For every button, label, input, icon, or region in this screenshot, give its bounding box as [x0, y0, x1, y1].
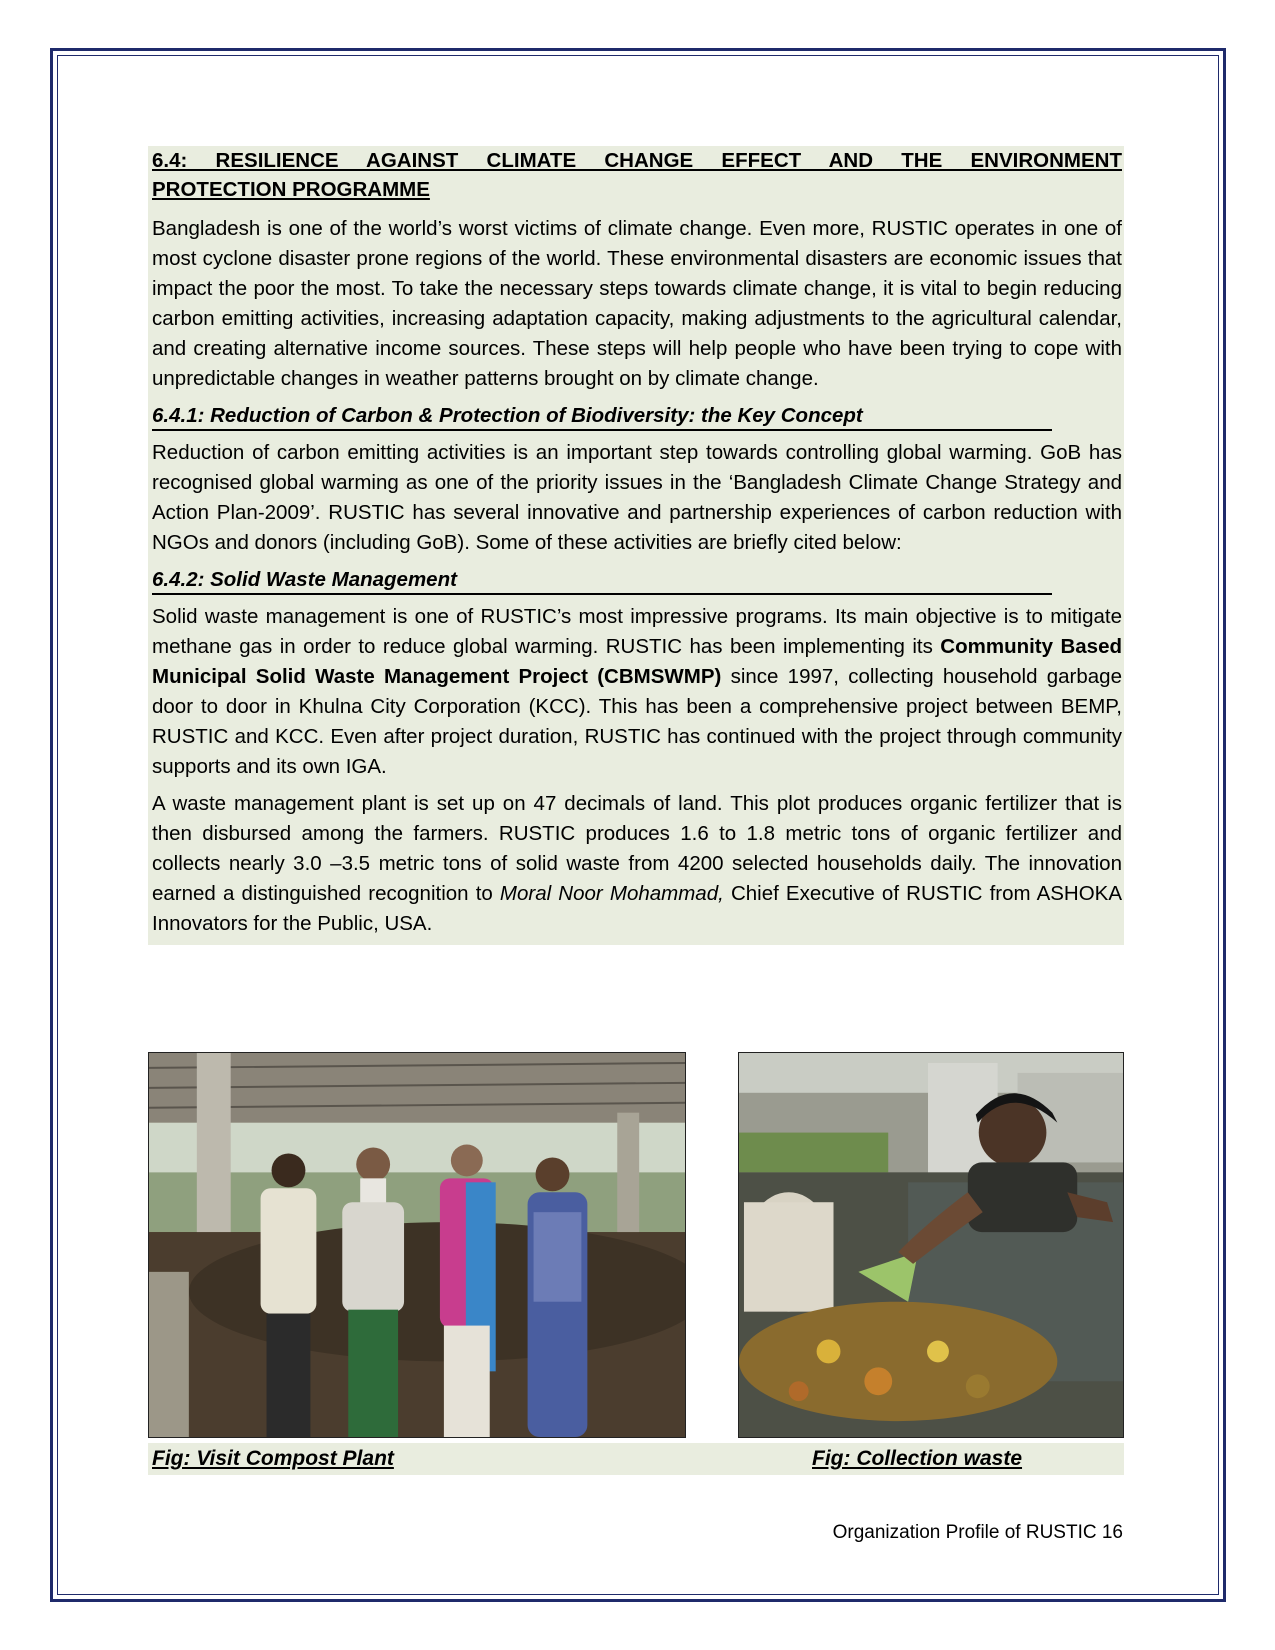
subsection-2-heading	[152, 565, 1122, 595]
subsection-2-paragraph-2	[152, 789, 1122, 939]
project-name: Community Based Municipal Solid Waste Management Project (CBMSWMP)	[152, 635, 1122, 688]
intro-paragraph: Bangladesh is one of the world’s worst victims of climate change. Even more, RUSTIC operates in one of most cyclone disaster prone regions of the world. These environmental disasters are economic issues that impact the poor the most. To take the necessary steps towards climate change, it is vital to begin reducing carbon emitting activities, increasing adaptation capacity, making adjustments to the agricultural calendar, and creating alternative income sources. These steps will help people who have been trying to cope with unpredictable changes in weather patterns brought on by climate change.	[152, 217, 1122, 390]
photo-row	[148, 1052, 1124, 1440]
para1-text-start: Solid waste management is one of RUSTIC’s most impressive programs. Its main objective is to mitigate methane gas in order to reduce global warming. RUSTIC has been implementing its	[152, 605, 1122, 658]
subsection-1-paragraph: Reduction of carbon emitting activities is an important step towards controlling global warming. GoB has recognised global warming as one of the priority issues in the ‘Bangladesh Climate Change Strategy and Action Plan-2009’. RUSTIC has several innovative and partnership experiences of carbon reduction with NGOs and donors (including GoB). Some of these activities are briefly cited below:	[152, 441, 1122, 554]
para2-text-end: Chief Executive of RUSTIC from ASHOKA Innovators for the Public, USA.	[152, 882, 1123, 935]
subsection-2-paragraph-1	[152, 602, 1122, 782]
para1-text-end: since 1997, collecting household garbage door to door in Khulna City Corporation (KCC). This has been a comprehensive project between BEMP, RUSTIC and KCC. Even after project duration, RUSTIC has continued with the project through community supports and its own IGA.	[152, 665, 1122, 778]
section-title-line2: PROTECTION PROGRAMME	[152, 178, 430, 201]
para2-text-start: A waste management plant is set up on 47 decimals of land. This plot produces organic fertilizer that is then disbursed among the farmers. RUSTIC produces 1.6 to 1.8 metric tons of organic fertilizer and collects nearly 3.0 –3.5 metric tons of solid waste from 4200 selected households daily. The innovation earned a distinguished recognition to	[152, 792, 1122, 905]
text-block	[148, 146, 1122, 945]
person-name: Moral Noor Mohammad,	[499, 882, 724, 905]
left-figure-caption: Fig: Visit Compost Plant	[152, 1447, 394, 1470]
subsection-1-heading	[152, 401, 1122, 431]
section-title-line1: 6.4: RESILIENCE AGAINST CLIMATE CHANGE EFFECT AND THE ENVIRONMENT	[152, 149, 1122, 172]
subsection-1-title: 6.4.1: Reduction of Carbon & Protection of Biodiversity: the Key Concept	[152, 403, 1052, 431]
subsection-2-title: 6.4.2: Solid Waste Management	[152, 567, 1052, 595]
section-title	[152, 146, 1122, 204]
right-figure-caption: Fig: Collection waste	[812, 1447, 1023, 1470]
content-block	[148, 146, 1124, 945]
page-footer: Organization Profile of RUSTIC 16	[832, 1522, 1123, 1543]
compost-plant-photo	[148, 1052, 686, 1438]
waste-collection-photo	[738, 1052, 1124, 1438]
caption-bar	[148, 1443, 1124, 1475]
